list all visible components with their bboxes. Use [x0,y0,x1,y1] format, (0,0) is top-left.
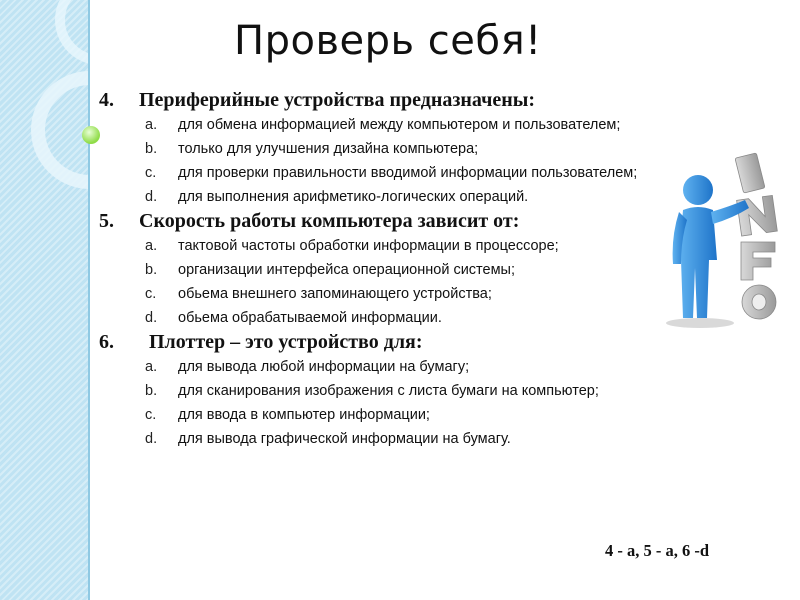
question-number: 5. [99,210,114,232]
option-letter: b. [145,383,158,399]
option-letter: d. [145,189,158,205]
option-text: только для улучшения дизайна компьютера; [178,141,479,157]
option-letter: a. [145,238,158,254]
page-title: Проверь себя! [234,18,542,64]
option-text: обьема обрабатываемой информации. [178,310,442,326]
option-letter: a. [145,359,158,375]
question-text: Скорость работы компьютера зависит от: [139,210,520,232]
option-text: для проверки правильности вводимой информации пользователем; [178,165,638,181]
option-letter: b. [145,141,158,157]
option-letter: c. [145,165,157,181]
option-text: организации интерфейса операционной системы; [178,262,516,278]
option-4a [99,113,759,137]
decorative-side-bar [0,0,90,600]
option-6b [99,379,759,403]
option-text: тактовой частоты обработки информации в процессоре; [178,238,559,254]
option-6a [99,355,759,379]
option-letter: a. [145,117,158,133]
blue-person-with-info-letters-icon [655,150,795,330]
circles-decoration-icon [0,0,88,600]
option-letter: b. [145,262,158,278]
question-text: Периферийные устройства предназначены: [139,89,536,111]
option-text: для обмена информацией между компьютером и пользователем; [178,117,621,133]
option-letter: c. [145,407,157,423]
question-6 [99,330,759,355]
option-letter: c. [145,286,157,302]
info-person-figure [655,150,795,330]
question-number: 6. [99,331,114,353]
option-text: для вывода графической информации на бумагу. [178,431,511,447]
option-text: для сканирования изображения с листа бумаги на компьютер; [178,383,599,399]
question-text: Плоттер – это устройство для: [149,331,423,353]
answer-key: 4 - a, 5 - a, 6 -d [605,541,710,560]
option-6d [99,427,759,451]
option-text: для вывода любой информации на бумагу; [178,359,470,375]
option-6c [99,403,759,427]
option-text: для ввода в компьютер информации; [178,407,430,423]
option-letter: d. [145,310,158,326]
question-4 [99,88,759,113]
question-number: 4. [99,89,114,111]
option-text: обьема внешнего запоминающего устройства; [178,286,492,302]
option-letter: d. [145,431,158,447]
option-text: для выполнения арифметико-логических операций. [178,189,529,205]
